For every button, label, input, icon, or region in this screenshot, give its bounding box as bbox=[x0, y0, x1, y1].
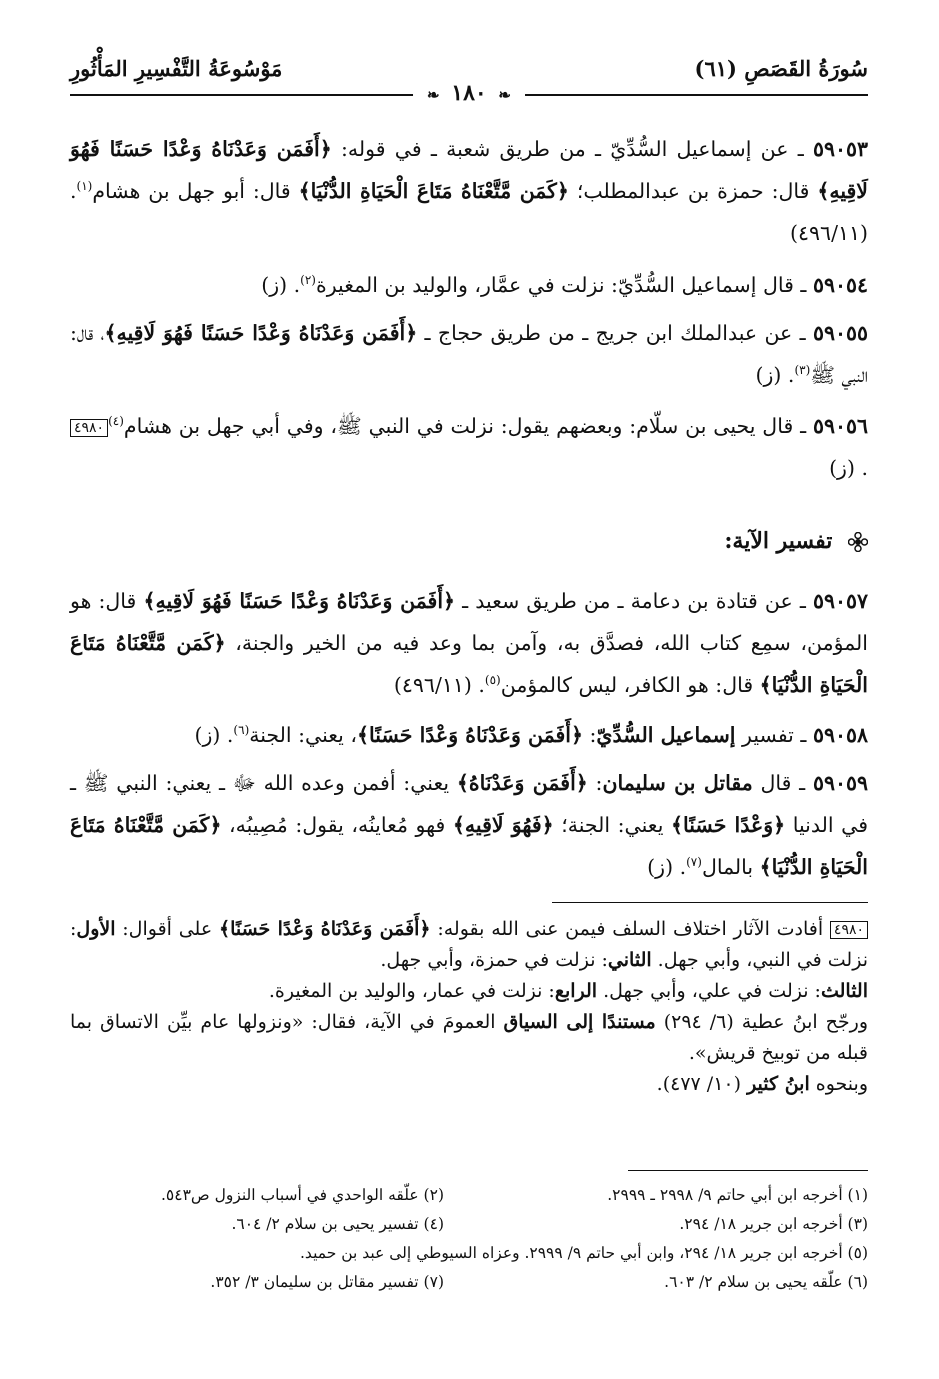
section-title: تفسير الآية: bbox=[724, 528, 833, 554]
note-text: وبنحوه bbox=[809, 1073, 868, 1095]
entry-number: ٥٩٠٥٦ bbox=[812, 414, 868, 438]
entry-text: . (٤٩٦/١١) bbox=[70, 179, 868, 245]
entry-text: . (٤٩٦/١١) bbox=[393, 673, 485, 697]
note-box: ٤٩٨٠ bbox=[830, 921, 868, 939]
note-text: على أقوال: bbox=[115, 918, 219, 940]
page-header bbox=[70, 52, 868, 106]
quran-quote: ﴿أَفَمَن وَعَدْنَاهُ وَعْدًا حَسَنًا﴾ bbox=[357, 723, 583, 747]
quran-quote: ﴿كَمَن مَّتَّعْنَاهُ مَتَاعَ الْحَيَاةِ الدُّنْيَا﴾ bbox=[70, 631, 868, 697]
entry-text: . (ز) bbox=[647, 855, 687, 879]
entry-text: ـ عن عبدالملك ابن جريج ـ من طريق حجاج ـ bbox=[417, 321, 813, 345]
footnote: (١) أخرجه ابن أبي حاتم ٩/ ٢٩٩٨ ـ ٢٩٩٩. bbox=[607, 1186, 868, 1204]
author-name: إسماعيل السُّدِّيّ bbox=[596, 723, 736, 747]
footnote: (٣) أخرجه ابن جرير ١٨/ ٢٩٤. bbox=[679, 1215, 868, 1233]
entry-text: قال: حمزة بن عبدالمطلب؛ bbox=[568, 179, 818, 203]
opinion-label: الأول bbox=[76, 918, 116, 940]
entry-text: . (ز) bbox=[829, 456, 868, 480]
entry-59057 bbox=[70, 580, 868, 706]
note-emphasis: مستندًا إلى السياق bbox=[503, 1011, 656, 1033]
note-text: أفادت الآثار اختلاف السلف فيمن عنى الله بقوله: bbox=[430, 918, 830, 940]
note-text: : نزلت في علي، وأبي جهل. bbox=[597, 980, 821, 1002]
footnote-ref: (٦) bbox=[233, 723, 250, 738]
footnote: (٥) أخرجه ابن جرير ١٨/ ٢٩٤، وابن أبي حاتم ٩/ ٢٩٩٩. وعزاه السيوطي إلى عبد بن حميد. bbox=[300, 1244, 868, 1262]
page-number-value: ١٨٠ bbox=[451, 80, 487, 106]
opinion-label: الثالث bbox=[820, 980, 868, 1002]
footnote: (٧) تفسير مقاتل بن سليمان ٣/ ٣٥٢. bbox=[210, 1273, 444, 1291]
entry-text: فهو مُعاينُه، يقول: مُصِيبُه، bbox=[221, 813, 453, 837]
entry-text: ، قال: النبي ﷺ bbox=[70, 321, 868, 387]
note-paragraph bbox=[70, 1007, 868, 1069]
footnote-ref: (٥) bbox=[484, 673, 501, 688]
note-text: العمومَ في الآية، فقال: «ونزولها عام بيِّن الاتساق بما قبله من توبيخ قريش». bbox=[70, 1011, 868, 1064]
entry-text: ـ تفسير bbox=[735, 723, 813, 747]
entry-text: : bbox=[582, 723, 597, 747]
note-emphasis: ابنُ كثير bbox=[747, 1073, 810, 1095]
entry-text: ـ عن إسماعيل السُّدِّيّ ـ من طريق شعبة ـ في قوله: bbox=[331, 137, 813, 161]
note-text: : نزلت في عمار، والوليد بن المغيرة. bbox=[268, 980, 555, 1002]
entry-59055 bbox=[70, 312, 868, 396]
book-title: مَوْسُوعَةُ التَّفْسِيرِ المَأْثُورِ bbox=[70, 56, 283, 81]
note-text: : نزلت في حمزة، وأبي جهل. bbox=[380, 949, 608, 971]
note-paragraph bbox=[70, 976, 868, 1007]
entry-text: يعني: أفمن وعده الله ﷻ ـ يعني: النبي ﷺ ـ في الدنيا bbox=[70, 771, 868, 837]
note-separator bbox=[552, 902, 868, 903]
quran-quote: ﴿أَفَمَن وَعَدْنَاهُ﴾ bbox=[456, 771, 588, 795]
entry-number: ٥٩٠٥٤ bbox=[812, 273, 868, 297]
footnote: (٢) علّقه الواحدي في أسباب النزول ص٥٤٣. bbox=[160, 1186, 444, 1204]
ornament-icon: ❧ bbox=[498, 86, 511, 104]
footnote-ref: (٢) bbox=[300, 273, 316, 288]
entry-text: ـ قال يحيى بن سلّام: وبعضهم يقول: نزلت في النبي ﷺ، وفي أبي جهل بن هشام bbox=[123, 414, 813, 438]
entry-number: ٥٩٠٥٧ bbox=[812, 589, 868, 613]
footnote-ref: (٧) bbox=[686, 855, 702, 870]
entry-number: ٥٩٠٥٣ bbox=[812, 137, 868, 161]
note-text: ورجّح ابنُ عطية (٦/ ٢٩٤) bbox=[655, 1011, 869, 1033]
opinion-label: الثاني bbox=[607, 949, 652, 971]
quran-quote: ﴿كَمَن مَّتَّعْنَاهُ مَتَاعَ الْحَيَاةِ الدُّنْيَا﴾ bbox=[298, 179, 569, 203]
footnote-ref: (٤) bbox=[108, 414, 124, 429]
opinion-label: الرابع bbox=[554, 980, 598, 1002]
entry-text: بالمال bbox=[701, 855, 760, 879]
entry-text: ، يعني: الجنة bbox=[249, 723, 358, 747]
entry-text: : bbox=[587, 771, 603, 795]
entry-number: ٥٩٠٥٨ bbox=[812, 723, 868, 747]
note-paragraph bbox=[70, 914, 868, 976]
quran-quote: ﴿أَفَمَن وَعَدْنَاهُ وَعْدًا حَسَنًا فَهُوَ لَاقِيهِ﴾ bbox=[70, 137, 868, 203]
entry-text: قال: هو الكافر، ليس كالمؤمن bbox=[500, 673, 760, 697]
quran-quote: ﴿أَفَمَن وَعَدْنَاهُ وَعْدًا حَسَنًا فَهُوَ لَاقِيهِ﴾ bbox=[104, 321, 418, 345]
entry-text: . (ز) bbox=[261, 273, 301, 297]
entry-text: قال: أبو جهل بن هشام bbox=[92, 179, 299, 203]
author-name: مقاتل بن سليمان bbox=[602, 771, 753, 795]
footnote-ref: (٣) bbox=[794, 363, 811, 378]
entry-number: ٥٩٠٥٩ bbox=[812, 771, 868, 795]
note-text: : نزلت في النبي، وأبي جهل. bbox=[70, 918, 868, 971]
ornament-icon: ❧ bbox=[427, 86, 440, 104]
quran-quote: ﴿أَفَمَن وَعَدْنَاهُ وَعْدًا حَسَنًا﴾ bbox=[218, 918, 431, 940]
footnotes-separator bbox=[628, 1170, 868, 1171]
flower-ornament-icon bbox=[840, 528, 868, 554]
entry-59053 bbox=[70, 128, 868, 254]
entry-text: . (ز) bbox=[755, 363, 795, 387]
entry-text: ـ قال إسماعيل السُّدِّيّ: نزلت في عمَّار، والوليد بن المغيرة bbox=[315, 273, 813, 297]
scholar-note bbox=[70, 914, 868, 1100]
section-heading bbox=[70, 520, 868, 562]
entry-text: ـ عن قتادة بن دعامة ـ من طريق سعيد ـ bbox=[455, 589, 813, 613]
entry-59054 bbox=[70, 264, 868, 306]
quran-quote: ﴿كَمَن مَّتَّعْنَاهُ مَتَاعَ الْحَيَاةِ الدُّنْيَا﴾ bbox=[70, 813, 868, 879]
quran-quote: ﴿فَهُوَ لَاقِيهِ﴾ bbox=[452, 813, 554, 837]
entry-text: . (ز) bbox=[194, 723, 234, 747]
entry-59056 bbox=[70, 405, 868, 489]
entry-text: قال: هو المؤمن، سمِع كتاب الله، فصدَّق به، وآمن بما وعد فيه من الخير والجنة، bbox=[70, 589, 868, 655]
surah-title: سُورَةُ القَصَصِ (٦١) bbox=[694, 56, 868, 81]
note-ref-box: ٤٩٨٠ bbox=[70, 419, 108, 437]
entry-59059 bbox=[70, 762, 868, 888]
note-text: (١٠/ ٤٧٧). bbox=[656, 1073, 748, 1095]
footnote: (٦) علّقه يحيى بن سلام ٢/ ٦٠٣. bbox=[664, 1273, 868, 1291]
entry-59058 bbox=[70, 714, 868, 756]
entry-text: ـ قال bbox=[752, 771, 813, 795]
page-number bbox=[413, 80, 525, 106]
quran-quote: ﴿وَعْدًا حَسَنًا﴾ bbox=[670, 813, 786, 837]
footnote-ref: (١) bbox=[76, 179, 93, 194]
entry-number: ٥٩٠٥٥ bbox=[812, 321, 868, 345]
footnote: (٤) تفسير يحيى بن سلام ٢/ ٦٠٤. bbox=[231, 1215, 444, 1233]
note-paragraph bbox=[70, 1069, 868, 1100]
entry-text: يعني: الجنة؛ bbox=[553, 813, 671, 837]
quran-quote: ﴿أَفَمَن وَعَدْنَاهُ وَعْدًا حَسَنًا فَهُوَ لَاقِيهِ﴾ bbox=[143, 589, 456, 613]
